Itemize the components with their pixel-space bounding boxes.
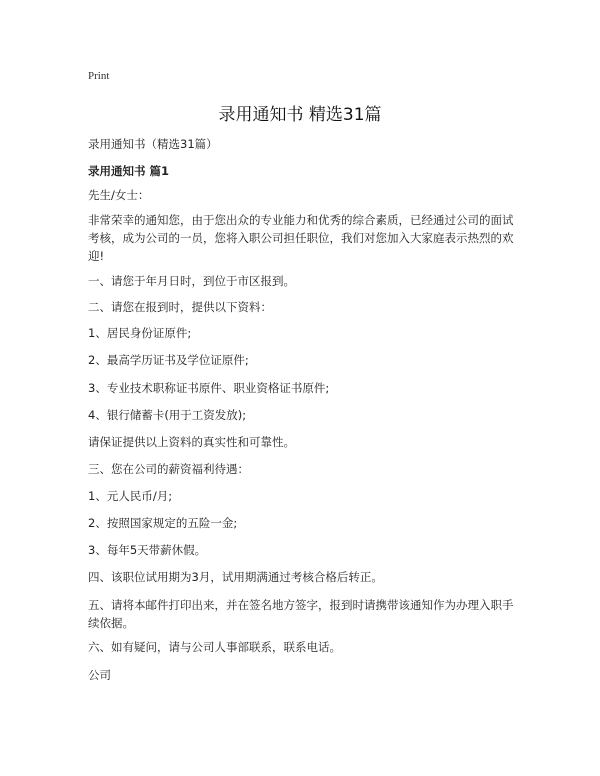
paragraph-probation: 四、该职位试用期为3月，试用期满通过考核合格后转正。	[88, 570, 383, 584]
list-item: 3、每年5天带薪休假。	[88, 543, 207, 557]
list-item: 1、居民身份证原件;	[88, 326, 192, 340]
list-item: 3、专业技术职称证书原件、职业资格证书原件;	[88, 381, 330, 395]
paragraph-print-instructions: 五、请将本邮件打印出来，并在签名地方签字，报到时请携带该通知作为办理入职手续依据。	[88, 598, 514, 630]
list-item: 2、按照国家规定的五险一金;	[88, 516, 238, 530]
list-item: 2、最高学历证书及学位证原件;	[88, 353, 249, 367]
list-item: 4、银行储蓄卡(用于工资发放);	[88, 408, 247, 422]
list-item: 1、元人民币/月;	[88, 489, 173, 503]
salutation: 先生/女士：	[88, 188, 150, 202]
paragraph-contact: 六、如有疑问，请与公司人事部联系，联系电话。	[88, 640, 341, 654]
paragraph-report-time: 一、请您于年月日时，到位于市区报到。	[88, 274, 295, 288]
document-title: 录用通知书 精选31篇	[218, 105, 382, 125]
section-heading: 录用通知书 篇1	[88, 164, 170, 178]
paragraph-authenticity: 请保证提供以上资料的真实性和可靠性。	[88, 435, 295, 449]
signature-company: 公司	[88, 668, 111, 682]
intro-paragraph: 非常荣幸的通知您，由于您出众的专业能力和优秀的综合素质，已经通过公司的面试考核，成为公司的一员，您将入职公司担任职位，我们对您加入大家庭表示热烈的欢迎!	[88, 213, 514, 263]
paragraph-benefits: 三、您在公司的薪资福利待遇：	[88, 462, 249, 476]
paragraph-documents-required: 二、请您在报到时，提供以下资料：	[88, 300, 272, 314]
print-link[interactable]: Print	[88, 70, 110, 82]
document-subtitle: 录用通知书（精选31篇）	[88, 137, 218, 151]
